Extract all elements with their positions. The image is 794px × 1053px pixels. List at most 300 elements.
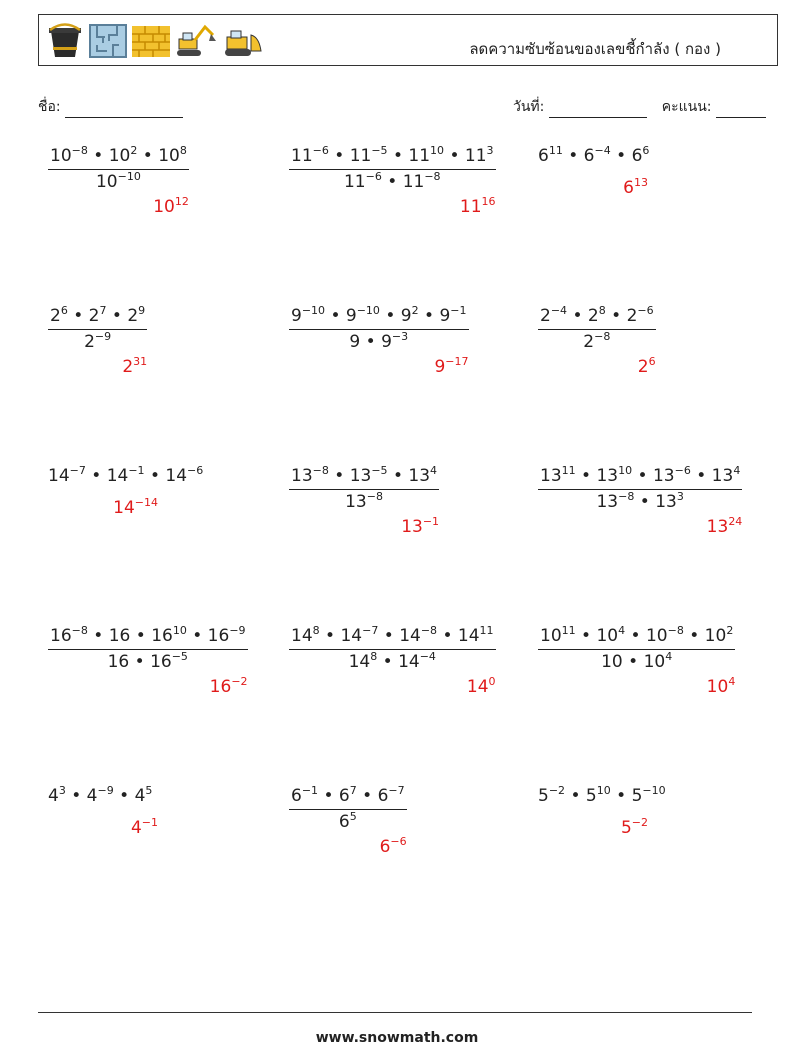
multiply-dot: • (610, 146, 632, 166)
exponent: 12 (174, 195, 189, 208)
multiply-dot: • (622, 652, 644, 672)
numerator (538, 464, 742, 490)
exponent: −2 (231, 675, 248, 688)
exponent: 2 (726, 624, 734, 637)
multiply-dot: • (565, 786, 586, 806)
name-label: ชื่อ: (38, 99, 61, 115)
exponent: −9 (94, 330, 112, 343)
denominator (289, 330, 469, 351)
answer-power (707, 677, 736, 697)
multiply-dot: • (634, 492, 656, 512)
exponent: 8 (179, 144, 187, 157)
multiply-dot: • (379, 306, 401, 326)
base: 11 (343, 172, 366, 192)
multiply-dot: • (418, 306, 440, 326)
answer-power (153, 197, 189, 217)
denominator (48, 170, 189, 191)
power-term (596, 626, 625, 646)
exponent: −10 (642, 784, 666, 797)
base: 9 (291, 306, 302, 326)
power-term (403, 172, 441, 192)
base: 6 (291, 786, 302, 806)
exponent: −7 (362, 624, 379, 637)
answer-14 (380, 837, 407, 857)
answer-2 (460, 197, 496, 217)
multiply-dot: • (562, 146, 584, 166)
problem-15 (538, 784, 666, 806)
fraction (538, 624, 735, 672)
exponent: 0 (488, 675, 496, 688)
base: 6 (377, 786, 389, 806)
power-term (644, 652, 673, 672)
power-term (540, 466, 576, 486)
exponent: 16 (481, 195, 496, 208)
exponent: −6 (637, 304, 654, 317)
denominator (48, 650, 248, 671)
base: 9 (349, 332, 361, 352)
exponent: −1 (128, 464, 145, 477)
numerator (289, 304, 469, 330)
exponent: −4 (594, 144, 611, 157)
footer-website: www.snowmath.com (315, 1030, 479, 1046)
power-term (712, 466, 741, 486)
answer-power (380, 837, 407, 857)
power-term (96, 172, 141, 192)
bucket-icon (45, 23, 85, 59)
problem-5 (289, 304, 469, 352)
exponent: 2 (130, 144, 138, 157)
exponent: 10 (430, 144, 445, 157)
answer-7 (113, 498, 158, 518)
power-term (87, 786, 114, 806)
exponent: −10 (117, 170, 141, 183)
base: 10 (108, 146, 131, 166)
problem-9 (538, 464, 742, 512)
multiply-dot: • (387, 146, 409, 166)
base: 13 (291, 466, 313, 486)
worksheet-header (38, 14, 778, 66)
exponent: 3 (676, 490, 684, 503)
answer-11 (467, 677, 496, 697)
exponent: −7 (388, 784, 405, 797)
base: 16 (150, 652, 172, 672)
fraction (48, 144, 189, 192)
base: 10 (50, 146, 72, 166)
base: 10 (706, 677, 729, 697)
multiply-dot: • (144, 466, 166, 486)
base: 6 (583, 146, 595, 166)
answer-power (401, 517, 439, 537)
base: 5 (620, 818, 632, 838)
fraction (538, 464, 742, 512)
exponent: 10 (618, 464, 633, 477)
base: 9 (400, 306, 412, 326)
base: 4 (130, 818, 142, 838)
exponent: 4 (430, 464, 438, 477)
denominator (538, 490, 742, 511)
base: 11 (408, 146, 431, 166)
base: 6 (538, 146, 549, 166)
exponent: −14 (134, 496, 158, 509)
power-term (465, 146, 494, 166)
multiply-dot: • (137, 146, 159, 166)
base: 2 (84, 332, 95, 352)
numerator (289, 464, 439, 490)
problem-6 (538, 304, 656, 352)
power-term (583, 332, 610, 352)
exponent: −8 (667, 624, 684, 637)
worksheet-title: ลดความซับซ้อนของเลขชี้กำลัง ( กอง ) (469, 40, 721, 58)
base: 10 (601, 652, 623, 672)
base: 14 (466, 677, 489, 697)
power-term (540, 626, 576, 646)
exponent: 4 (665, 650, 673, 663)
fraction (289, 144, 496, 192)
power-term (646, 626, 684, 646)
power-term (381, 332, 408, 352)
answer-8 (401, 517, 439, 537)
base: 14 (106, 466, 129, 486)
power-term (84, 332, 111, 352)
base: 2 (583, 332, 595, 352)
base: 2 (587, 306, 599, 326)
power-term (586, 786, 611, 806)
exponent: 3 (486, 144, 494, 157)
multiply-dot: • (567, 306, 588, 326)
exponent: 7 (99, 304, 107, 317)
exponent: 5 (349, 810, 357, 823)
power-term (655, 492, 684, 512)
exponent: −17 (445, 355, 469, 368)
problem-7 (48, 464, 204, 486)
exponent: 11 (548, 144, 563, 157)
power-term (291, 626, 320, 646)
footer-divider (38, 1012, 752, 1013)
power-term (538, 786, 565, 806)
base: 14 (113, 498, 135, 518)
base: 9 (381, 332, 392, 352)
problem-2 (289, 144, 496, 192)
base: 13 (345, 492, 367, 512)
power-term (399, 626, 437, 646)
exponent: −1 (422, 515, 440, 528)
power-term (398, 652, 436, 672)
base: 11 (402, 172, 425, 192)
base: 13 (596, 492, 619, 512)
exponent: 5 (145, 784, 153, 797)
exponent: 11 (561, 464, 576, 477)
base: 13 (401, 517, 423, 537)
answer-power (467, 677, 496, 697)
exponent: 10 (596, 784, 611, 797)
multiply-dot: • (113, 786, 135, 806)
base: 4 (48, 786, 59, 806)
power-term (339, 786, 357, 806)
denominator (289, 170, 496, 191)
exponent: −6 (390, 835, 407, 848)
base: 9 (439, 306, 451, 326)
problem-1 (48, 144, 189, 192)
answer-1 (153, 197, 189, 217)
exponent: −8 (366, 490, 383, 503)
answer-power (113, 498, 158, 518)
date-label: วันที่: (513, 99, 545, 115)
power-term (632, 146, 650, 166)
base: 14 (291, 626, 313, 646)
base: 11 (464, 146, 487, 166)
base: 2 (88, 306, 100, 326)
exponent: 4 (618, 624, 626, 637)
denominator (289, 490, 439, 511)
exponent: −9 (229, 624, 246, 637)
brick-wall-icon (131, 23, 171, 59)
power-term (349, 332, 360, 352)
date-blank[interactable] (549, 103, 647, 118)
exponent: −5 (371, 464, 388, 477)
power-term (50, 306, 68, 326)
multiply-dot: • (87, 146, 109, 166)
power-term (350, 466, 388, 486)
base: 6 (623, 178, 634, 198)
power-term (48, 466, 86, 486)
base: 16 (107, 652, 130, 672)
base: 16 (209, 677, 232, 697)
power-term (50, 146, 88, 166)
exponent: −9 (97, 784, 114, 797)
power-term (158, 146, 187, 166)
numerator (48, 144, 189, 170)
answer-power (707, 517, 743, 537)
multiply-dot: • (356, 786, 378, 806)
answer-12 (707, 677, 736, 697)
power-term (439, 306, 466, 326)
answer-power (621, 818, 648, 838)
multiply-dot: • (319, 626, 341, 646)
name-blank[interactable] (65, 103, 183, 118)
exponent: −10 (356, 304, 380, 317)
multiply-dot: • (130, 626, 152, 646)
fraction (538, 304, 656, 352)
base: 13 (655, 492, 677, 512)
score-label: คะแนน: (661, 99, 712, 115)
exponent: 11 (479, 624, 494, 637)
power-term (538, 146, 563, 166)
base: 5 (585, 786, 597, 806)
exponent: −2 (631, 816, 648, 829)
name-field[interactable] (38, 96, 183, 118)
base: 13 (706, 517, 729, 537)
base: 14 (348, 652, 371, 672)
power-term (584, 146, 611, 166)
answer-13 (131, 818, 158, 838)
power-term (291, 146, 329, 166)
base: 10 (95, 172, 118, 192)
exponent: −8 (71, 144, 88, 157)
base: 16 (207, 626, 230, 646)
exponent: −8 (312, 464, 329, 477)
base: 13 (652, 466, 675, 486)
multiply-dot: • (87, 626, 109, 646)
exponent: 4 (728, 675, 736, 688)
fraction (289, 624, 496, 672)
power-term (150, 652, 188, 672)
fraction (48, 624, 248, 672)
power-term (340, 626, 378, 646)
power-term (627, 306, 654, 326)
bulldozer-icon (221, 23, 265, 59)
denominator (289, 810, 407, 831)
base: 9 (345, 306, 357, 326)
multiply-dot: • (625, 626, 646, 646)
base: 10 (158, 146, 180, 166)
answer-10 (210, 677, 248, 697)
base: 6 (379, 837, 391, 857)
power-term (344, 172, 382, 192)
answer-15 (621, 818, 648, 838)
base: 14 (340, 626, 363, 646)
answer-power (623, 178, 648, 198)
base: 14 (398, 652, 420, 672)
base: 10 (645, 626, 668, 646)
multiply-dot: • (328, 146, 350, 166)
power-term (345, 492, 383, 512)
base: 14 (165, 466, 188, 486)
base: 13 (349, 466, 372, 486)
base: 10 (704, 626, 727, 646)
fraction (289, 464, 439, 512)
multiply-dot: • (378, 626, 400, 646)
multiply-dot: • (129, 652, 151, 672)
power-term (165, 466, 203, 486)
exponent: −4 (550, 304, 568, 317)
exponent: −2 (548, 784, 566, 797)
power-term (349, 652, 378, 672)
base: 16 (108, 626, 131, 646)
problem-14 (289, 784, 407, 832)
base: 14 (399, 626, 421, 646)
multiply-dot: • (575, 626, 597, 646)
fraction (289, 784, 407, 832)
date-score-fields (513, 96, 766, 118)
power-term (378, 786, 405, 806)
power-term (346, 306, 380, 326)
exponent: −8 (424, 170, 441, 183)
header-icons (45, 23, 265, 59)
base: 2 (626, 306, 638, 326)
exponent: 6 (648, 355, 656, 368)
numerator (538, 624, 735, 650)
fraction (48, 304, 147, 352)
exponent: −1 (301, 784, 319, 797)
power-term (291, 306, 325, 326)
base: 4 (86, 786, 98, 806)
power-term (653, 466, 691, 486)
base: 9 (434, 357, 446, 377)
numerator (48, 624, 248, 650)
multiply-dot: • (377, 652, 399, 672)
problem-4 (48, 304, 147, 352)
base: 14 (48, 466, 70, 486)
problem-13 (48, 784, 153, 806)
answer-power (131, 818, 158, 838)
answer-6 (638, 357, 656, 377)
exponent: 6 (60, 304, 68, 317)
exponent: −1 (141, 816, 158, 829)
power-term (89, 306, 107, 326)
exponent: −4 (419, 650, 436, 663)
base: 13 (540, 466, 562, 486)
power-term (50, 626, 88, 646)
numerator (289, 624, 496, 650)
exponent: 8 (598, 304, 606, 317)
base: 10 (153, 197, 175, 217)
power-term (596, 492, 634, 512)
expression (48, 466, 203, 486)
base: 11 (459, 197, 482, 217)
multiply-dot: • (186, 626, 208, 646)
answer-power (210, 677, 248, 697)
power-term (109, 146, 138, 166)
exponent: −6 (187, 464, 204, 477)
power-term (632, 786, 666, 806)
multiply-dot: • (387, 466, 409, 486)
base: 2 (127, 306, 139, 326)
multiply-dot: • (683, 626, 705, 646)
expression (538, 786, 666, 806)
answer-9 (707, 517, 743, 537)
exponent: −8 (594, 330, 611, 343)
numerator (289, 784, 407, 810)
exponent: 11 (561, 624, 576, 637)
exponent: −8 (71, 624, 88, 637)
base: 10 (643, 652, 666, 672)
numerator (48, 304, 147, 330)
denominator (538, 330, 656, 351)
power-term (135, 786, 153, 806)
exponent: −5 (171, 650, 188, 663)
power-term (705, 626, 734, 646)
power-term (108, 652, 130, 672)
exponent: 6 (642, 144, 650, 157)
base: 13 (711, 466, 734, 486)
excavator-icon (175, 23, 217, 59)
base: 6 (631, 146, 643, 166)
base: 11 (349, 146, 372, 166)
base: 13 (596, 466, 619, 486)
exponent: −1 (450, 304, 467, 317)
exponent: 31 (133, 355, 148, 368)
base: 10 (540, 626, 562, 646)
multiply-dot: • (106, 306, 128, 326)
exponent: −8 (420, 624, 438, 637)
multiply-dot: • (381, 172, 403, 192)
multiply-dot: • (444, 146, 465, 166)
base: 16 (151, 626, 173, 646)
fraction (289, 304, 469, 352)
power-term (540, 306, 567, 326)
base: 5 (631, 786, 643, 806)
exponent: 3 (58, 784, 66, 797)
power-term (350, 146, 388, 166)
score-blank[interactable] (716, 103, 766, 118)
base: 2 (540, 306, 551, 326)
multiply-dot: • (437, 626, 458, 646)
numerator (538, 304, 656, 330)
power-term (127, 306, 145, 326)
answer-power (434, 357, 468, 377)
power-term (401, 306, 419, 326)
exponent: 9 (138, 304, 146, 317)
